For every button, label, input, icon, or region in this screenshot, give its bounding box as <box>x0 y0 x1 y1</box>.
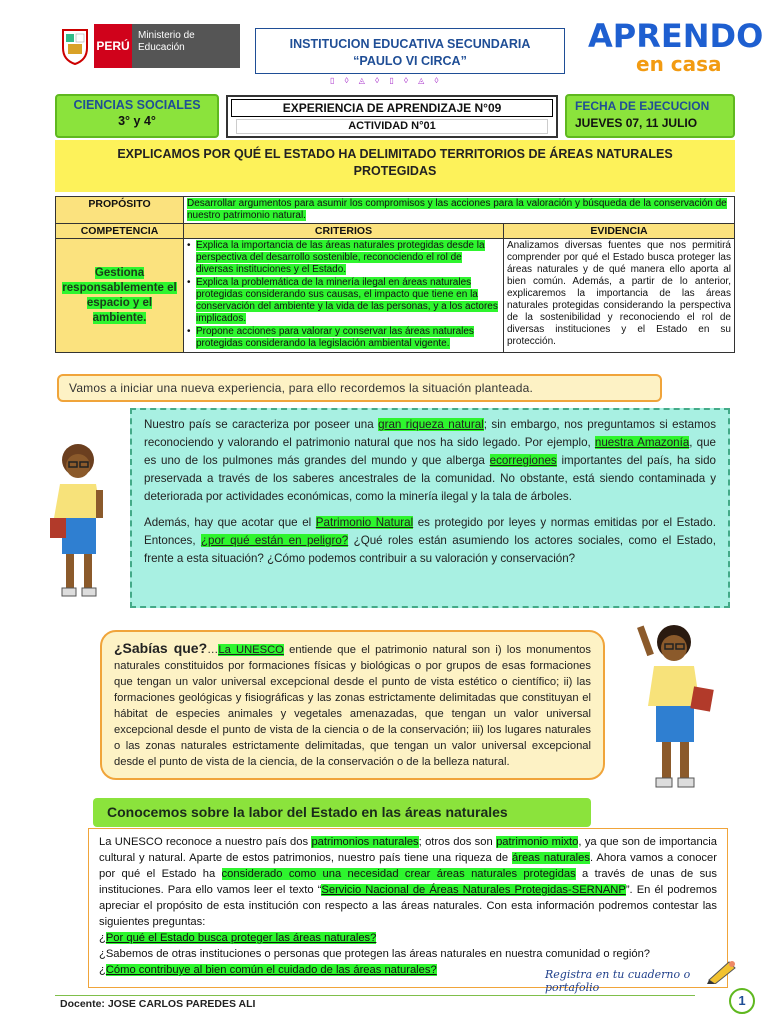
did-you-know-title: ¿Sabías que? <box>114 640 208 656</box>
teacher-name: Docente: JOSE CARLOS PAREDES ALI <box>60 998 256 1010</box>
notebook-reminder: Registra en tu cuaderno o portafolio <box>545 968 691 994</box>
purpose-text: Desarrollar argumentos para asumir los compromisos y las acciones para la valoración y búsqueda de la conservación de nuestro patrimonio natural. <box>187 198 727 221</box>
highlight: ecorregiones <box>489 454 557 467</box>
purpose-cell <box>184 197 735 224</box>
question-2: ¿Sabemos de otras instituciones o personas que protegen las áreas naturales en nuestra comunidad o región? <box>99 948 651 960</box>
highlight: áreas naturales <box>512 852 590 864</box>
criteria-header: CRITERIOS <box>184 224 504 239</box>
section-title: Conocemos sobre la labor del Estado en las áreas naturales <box>93 798 591 827</box>
highlight: patrimonio mixto <box>496 836 579 848</box>
question-3: ¿Cómo contribuye al bien común el cuidado de las áreas naturales? <box>99 964 437 976</box>
student-illustration-right <box>628 618 728 793</box>
aprendo-title: APRENDO <box>588 17 764 55</box>
header-row <box>56 224 735 239</box>
footer-divider <box>55 995 695 996</box>
unesco-paragraph: La UNESCO reconoce a nuestro país dos patrimonios naturales; otros dos son patrimonio mixto, ya que son de importancia cultural y natural. Aparte de estos patrimonios, nuestro país tiene una riqueza de áreas naturales. Ahora vamos a conocer por qué el Estado ha considerado como una necesidad crear áreas naturales protegidas a través de unas de sus instituciones. Para ello vamos leer el texto “Servicio Nacional de Áreas Naturales Protegidas-SERNANP”. En él podremos apreciar el propósito de esta institución con respecto a las áreas naturales. Con esta información podremos contestar las siguientes preguntas: <box>99 836 717 928</box>
subject-box <box>55 94 219 138</box>
grade-label: 3° y 4° <box>118 114 156 128</box>
did-you-know-text: entiende que el patrimonio natural son i) los monumentos naturales constituidos por formaciones físicas y biológicas o por grupos de esas formaciones que tengan un valor universal excepcional desde el punto de vista estético o científico; ii) las formaciones geológicas y fisiográficas y las zonas estrictamente delimitadas que constituyan el hábitat de especies animales y vegetales amenazadas, que tengan un valor universal excepcional desde el punto de vista de la ciencia o de la conservación; iii) los lugares naturales o las zonas naturales estrictamente delimitadas, que tengan un valor universal excepcional desde el punto de vista de la ciencia, de la conservación o de la belleza natural. <box>114 644 591 768</box>
highlight: patrimonios naturales <box>311 836 419 848</box>
highlight: ¿por qué están en peligro? <box>200 534 349 547</box>
criteria-item: • Propone acciones para valorar y conservar las áreas naturales protegidas considerando la legislación ambiental vigente. <box>187 326 500 350</box>
lesson-topic: EXPLICAMOS POR QUÉ EL ESTADO HA DELIMITADO TERRITORIOS DE ÁREAS NATURALES PROTEGIDAS <box>55 140 735 192</box>
situation-paragraph-1: Nuestro país se caracteriza por poseer una gran riqueza natural; sin embargo, nos preguntamos si estamos reconociendo y valorando el patrimonio natural que nos ha sido legado. Por ejemplo, nuestra Amazonía, que es uno de los pulmones más grandes del mundo y que alberga ecorregiones importantes del país, ha sido preservada a través de los saberes ancestrales de la comunidad. No obstante, está siendo contaminada y deteriorada por actividades económicas, como la minería ilegal y la tala de árboles. <box>144 418 717 503</box>
criteria-item: • Explica la problemática de la minería ilegal en áreas naturales protegidas considerando sus causas, el impacto que tiene en la conservación del ambiente y la vida de las personas, y a los actores implicados. <box>187 277 500 325</box>
criteria-item: • Explica la importancia de las áreas naturales protegidas desde la perspectiva del desarrollo sostenible, reconociendo el rol de diversas instituciones y el Estado. <box>187 240 500 276</box>
highlight: gran riqueza natural <box>378 418 484 431</box>
purpose-row <box>56 197 735 224</box>
purpose-header: PROPÓSITO <box>56 197 184 224</box>
criteria-list <box>187 240 500 350</box>
peru-label: PERÚ <box>94 24 132 68</box>
unesco-text-box <box>88 828 728 988</box>
student-illustration-left <box>40 438 122 606</box>
highlight: Patrimonio Natural <box>315 516 414 529</box>
date-box <box>565 94 735 138</box>
situation-paragraph-2: Además, hay que acotar que el Patrimonio Natural es protegido por leyes y normas emitidas por el Estado. Entonces, ¿por qué están en peligro? ¿Qué roles están asumiendo los actores sociales, como el Estado, frente a esta situación? ¿Cómo podemos contribuir a su valoración y conservación? <box>144 516 716 565</box>
did-you-know-callout: ¿Sabías que?…La UNESCO entiende que el patrimonio natural son i) los monumentos naturales constituidos por formaciones físicas y biológicas o por grupos de esas formaciones que tengan un valor universal excepcional desde el punto de vista estético o científico; ii) las formaciones geológicas y fisiográficas y las zonas estrictamente delimitadas que constituyan el hábitat de especies animales y vegetales amenazadas, que tengan un valor universal excepcional desde el punto de vista de la ciencia o de la conservación; iii) los lugares naturales o las zonas naturales estrictamente delimitadas, que tengan un valor universal excepcional desde el punto de vista de la ciencia, de la conservación o de la belleza natural. <box>100 630 605 780</box>
pencil-icon <box>705 958 739 984</box>
school-line-2: “PAULO VI CIRCA” <box>353 54 467 68</box>
competence-header: COMPETENCIA <box>56 224 184 239</box>
situation-box <box>130 408 730 608</box>
highlight: considerado como una necesidad crear áreas naturales protegidas <box>221 868 576 880</box>
decorative-border: ▯ ◊ ◬ ◊ ▯ ◊ ◬ ◊ <box>330 76 443 85</box>
competence-text: Gestiona responsablemente el espacio y el ambiente. <box>62 266 177 324</box>
question-1: ¿Por qué el Estado busca proteger las áreas naturales? <box>99 932 377 944</box>
minedu-logo <box>60 20 242 72</box>
aprendo-subtitle: en casa <box>636 52 722 76</box>
purpose-table <box>55 196 735 353</box>
date-value: JUEVES 07, 11 JULIO <box>575 116 698 130</box>
intro-banner: Vamos a iniciar una nueva experiencia, para ello recordemos la situación planteada. <box>57 374 662 402</box>
competence-cell <box>56 239 184 353</box>
aprendo-en-casa-logo <box>588 17 764 78</box>
ministry-label: Ministerio de Educación <box>132 24 240 68</box>
highlight: nuestra Amazonía <box>594 436 690 449</box>
evidence-header: EVIDENCIA <box>504 224 735 239</box>
page-number: 1 <box>729 988 755 1014</box>
highlight: Servicio Nacional de Áreas Naturales Protegidas-SERNANP <box>321 884 626 896</box>
experience-title: EXPERIENCIA DE APRENDIZAJE N°09 <box>231 99 553 117</box>
date-label: FECHA DE EJECUCION <box>575 99 710 113</box>
subject-name: CIENCIAS SOCIALES <box>73 98 201 112</box>
criteria-cell <box>184 239 504 353</box>
evidence-text: Analizamos diversas fuentes que nos permitirá comprender por qué el Estado busca proteger las áreas naturales y de qué manera ello aporta al bien común. Además, a partir de lo anterior, explicaremos la importancia de las áreas naturales protegidas considerando la perspectiva de la sostenibilidad y reconociendo el rol de diversas instituciones y el Estado en su protección. <box>504 239 735 353</box>
peru-shield-icon <box>60 26 90 66</box>
experience-box <box>226 95 558 138</box>
school-line-1: INSTITUCION EDUCATIVA SECUNDARIA <box>289 37 531 51</box>
school-name-box <box>255 28 565 74</box>
content-row <box>56 239 735 353</box>
activity-title: ACTIVIDAD N°01 <box>236 119 548 134</box>
highlight: La UNESCO <box>218 644 284 656</box>
